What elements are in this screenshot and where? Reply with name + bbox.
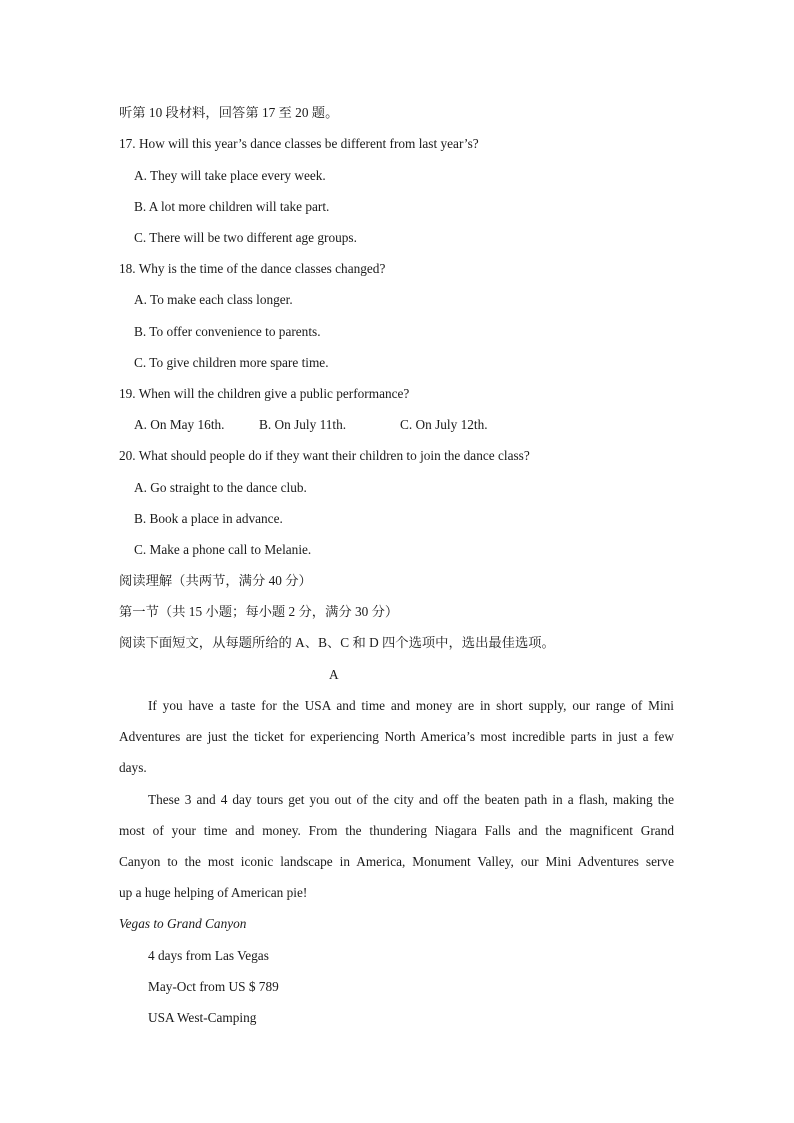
question-20-option-a: A. Go straight to the dance club.	[134, 480, 307, 495]
reading-part-title: 第一节（共 15 小题；每小题 2 分，满分 30 分）	[119, 604, 399, 619]
question-19-option-c: C. On July 12th.	[400, 417, 488, 432]
question-20-stem: 20. What should people do if they want their children to join the dance class?	[119, 448, 530, 463]
question-17-option-a: A. They will take place every week.	[134, 168, 326, 183]
paragraph-2-line-3: Canyon to the most iconic landscape in America, Monument Valley, our Mini Adventures serve	[119, 854, 674, 869]
paragraph-1-line-1: If you have a taste for the USA and time and money are in short supply, our range of Mini	[148, 698, 674, 713]
tour-type: USA West-Camping	[148, 1010, 257, 1025]
passage-label: A	[329, 667, 339, 682]
question-20-option-b: B. Book a place in advance.	[134, 511, 283, 526]
question-18-option-c: C. To give children more spare time.	[134, 355, 329, 370]
question-17-option-b: B. A lot more children will take part.	[134, 199, 330, 214]
tour-title: Vegas to Grand Canyon	[119, 916, 247, 931]
question-20-option-c: C. Make a phone call to Melanie.	[134, 542, 312, 557]
question-18-option-b: B. To offer convenience to parents.	[134, 324, 321, 339]
paragraph-1-line-2: Adventures are just the ticket for experiencing North America’s most incredible parts in just a few	[119, 729, 674, 744]
reading-section-title: 阅读理解（共两节，满分 40 分）	[119, 573, 312, 588]
tour-price: May-Oct from US $ 789	[148, 979, 279, 994]
listening-instruction: 听第 10 段材料，回答第 17 至 20 题。	[119, 105, 339, 120]
question-18-stem: 18. Why is the time of the dance classes changed?	[119, 261, 386, 276]
question-19-option-b: B. On July 11th.	[259, 417, 347, 432]
paragraph-2-line-2: most of your time and money. From the thundering Niagara Falls and the magnificent Grand	[119, 823, 674, 838]
question-17-option-c: C. There will be two different age groups.	[134, 230, 357, 245]
paragraph-2-line-4: up a huge helping of American pie!	[119, 885, 308, 900]
paragraph-2-line-1: These 3 and 4 day tours get you out of the city and off the beaten path in a flash, making the	[148, 792, 674, 807]
question-19-stem: 19. When will the children give a public performance?	[119, 386, 410, 401]
question-17-stem: 17. How will this year’s dance classes be different from last year’s?	[119, 136, 479, 151]
tour-duration: 4 days from Las Vegas	[148, 948, 269, 963]
question-18-option-a: A. To make each class longer.	[134, 292, 293, 307]
reading-instruction: 阅读下面短文，从每题所给的 A、B、C 和 D 四个选项中，选出最佳选项。	[119, 635, 555, 650]
paragraph-1-line-3: days.	[119, 760, 147, 775]
question-19-option-a: A. On May 16th.	[134, 417, 225, 432]
